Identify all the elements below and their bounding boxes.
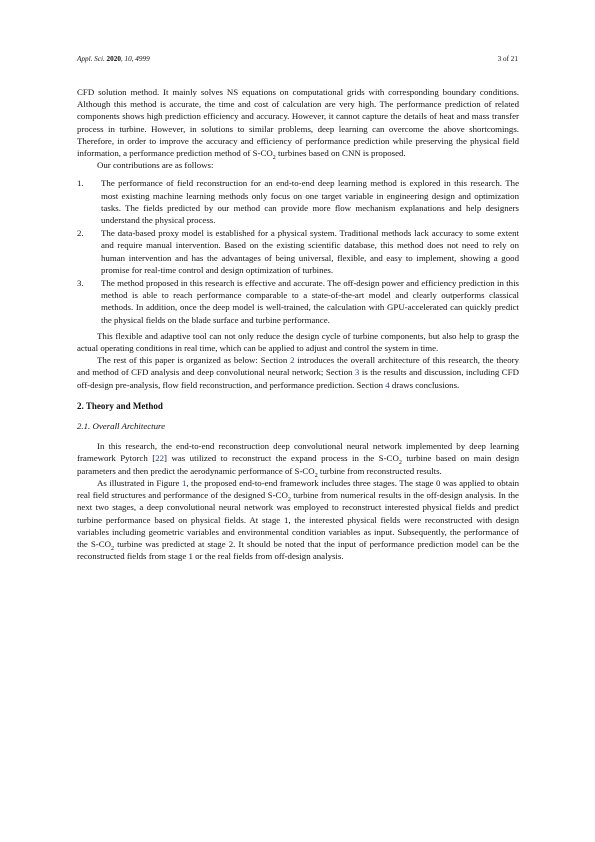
intro-paragraph-1: [77, 86, 519, 159]
list-item: [77, 177, 519, 226]
paragraph-4: [77, 354, 519, 391]
text: introduces the overall architecture of this research, the theory and method of CFD analysis and deep convolutional neural network; Section: [77, 355, 519, 378]
text: ] was utilized to reconstruct the expand process in the S-CO: [164, 453, 399, 464]
subscript: 2: [111, 545, 115, 552]
text: The rest of this paper is organized as below: Section: [97, 355, 291, 366]
intro-text-1a: CFD solution method. It mainly solves NS equations on computational grids with corresponding boundary conditions. Although this method is accurate, the time and cost of calculation are very high. The performance prediction of related components shows high prediction efficiency and accuracy. However, it cannot capture the details of heat and mass transfer process in turbine. However, in solutions to similar problems, deep learning can overcome the above shortcomings. Therefore, in order to improve the accuracy and efficiency of performance prediction while preserving the physical field information, a performance prediction method of S-CO: [77, 87, 519, 159]
journal-year: 2020: [106, 55, 121, 63]
contributions-list: [77, 177, 519, 325]
subscript: 2: [398, 460, 402, 467]
list-number: 3.: [77, 278, 84, 289]
list-number: 1.: [77, 178, 84, 189]
list-text: The data-based proxy model is established for a physical system. Traditional methods lack accuracy to some extent and require manual intervention. Based on the existing scientific database, this method does not need to rely on human intervention and has the advantages of being universal, flexible, and easy to implement, showing a good promise for real-time control and design optimization of turbines.: [101, 228, 519, 275]
text: As illustrated in Figure: [97, 477, 182, 488]
paragraph-5: [77, 440, 519, 477]
journal-name: Appl. Sci.: [77, 55, 105, 63]
section-4-link[interactable]: 4: [385, 379, 390, 390]
text: is the results and discussion, including CFD off-design pre-analysis, flow field reconstruction, and performance prediction. Section: [77, 367, 519, 390]
text: turbine based on main design parameters and then predict the aerodynamic performance of S-CO: [77, 453, 519, 476]
subscript: 2: [314, 472, 318, 479]
subscript: 2: [272, 154, 276, 161]
paragraph-6: [77, 477, 519, 562]
citation-22-link[interactable]: 22: [155, 453, 165, 464]
text: In this research, the end-to-end reconstruction deep convolutional neural network implemented by deep learning framework Pytorch [: [77, 441, 519, 464]
subscript: 2: [287, 496, 291, 503]
list-text: The performance of field reconstruction for an end-to-end deep learning method is explored in this research. The most existing machine learning methods only focus on one target variable in engineering design and optimization tasks. The fields predicted by our method can provide more flow mechanism explanations and help designers understand the physical process.: [101, 178, 519, 226]
list-number: 2.: [77, 228, 84, 239]
text: turbine from numerical results in the off-design analysis. In the next two stages, a deep convolutional neural network was employed to reconstruct interested physical fields and predict turbine performance based on physical fields. At stage 1, the interested physical fields were reconstructed with design variables including geometric variables and environmental condition variables as input. Subsequently, the performance of the S-CO: [77, 490, 519, 549]
running-header: [77, 55, 518, 67]
text: turbine was predicted at stage 2. It should be noted that the input of performance prediction model can be the reconstructed fields from stage 1 or the real fields from off-design analysis.: [77, 538, 519, 562]
section-3-link[interactable]: 3: [354, 367, 360, 378]
subsection-heading: 2.1. Overall Architecture: [77, 421, 166, 432]
intro-text-1b: turbines based on CNN is proposed.: [275, 148, 406, 159]
paragraph-3: This flexible and adaptive tool can not only reduce the design cycle of turbine components, but also help to grasp the actual operating conditions in real time, which can be applied to adjust and control the system in time.: [77, 330, 519, 354]
list-item: [77, 227, 519, 276]
journal-volume: , 10, 4999: [120, 55, 150, 63]
section-2-link[interactable]: 2: [290, 355, 295, 366]
intro-paragraph-2: Our contributions are as follows:: [97, 160, 214, 171]
figure-1-link[interactable]: 1: [181, 477, 187, 488]
page-body: [77, 86, 519, 562]
section-heading: 2. Theory and Method: [77, 400, 163, 411]
list-item: [77, 277, 519, 326]
list-text: The method proposed in this research is effective and accurate. The off-design power and efficiency prediction in this method is able to reach performance comparable to a state-of-the-art model and clearly outperforms classical methods. In addition, once the deep model is well-trained, the calculation with GPU-accelerated can quickly predict the physical fields on the blade surface and turbine performance.: [101, 278, 519, 325]
text: turbine from reconstructed results.: [317, 465, 442, 476]
text: draws conclusions.: [389, 379, 460, 390]
page-number: 3 of 21: [497, 55, 518, 63]
journal-citation: [77, 55, 150, 63]
text: , the proposed end-to-end framework includes three stages. The stage 0 was applied to obtain real field structures and performance of the designed S-CO: [77, 477, 519, 501]
